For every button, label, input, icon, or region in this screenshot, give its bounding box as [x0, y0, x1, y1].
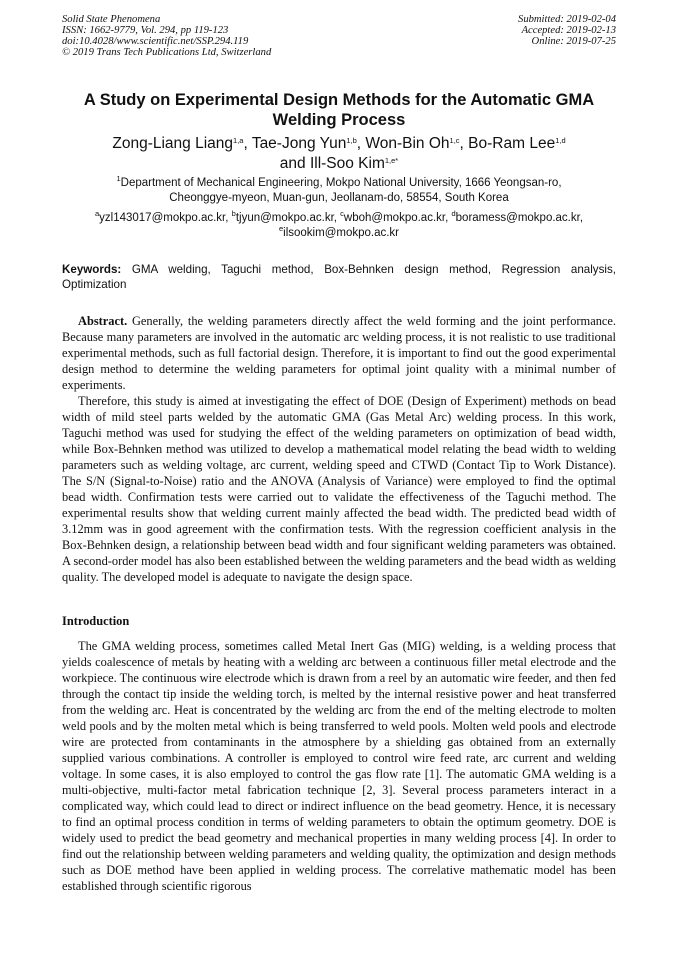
paper-title: A Study on Experimental Design Methods for the Automatic GMA Welding Process — [83, 91, 595, 129]
keywords-label: Keywords: — [62, 263, 122, 276]
keywords — [62, 262, 616, 292]
section-heading: Introduction — [62, 614, 130, 628]
author-sup: 1,e* — [384, 156, 399, 165]
copyright: © 2019 Trans Tech Publications Ltd, Switzerland — [62, 47, 272, 58]
author: Won-Bin Oh — [365, 135, 450, 152]
author-sup: 1,c — [449, 136, 460, 145]
author: Ill-Soo Kim — [309, 155, 385, 172]
email[interactable]: boramess@mokpo.ac.kr — [455, 212, 580, 224]
abstract-label: Abstract. — [78, 314, 128, 328]
abstract — [62, 313, 616, 585]
email-list: $^a$yzl143017@mokpo.ac.kr, $^b$tjyun@mokpo.ac.kr, $^c$wboh@mokpo.ac.kr, $^d$boramess@mokpo.ac.kr, $^e$ilsookim@mokpo.ac.kr — [94, 209, 584, 239]
email[interactable]: wboh@mokpo.ac.kr — [343, 212, 446, 224]
issn: ISSN: 1662-9779, Vol. 294, pp 119-123 — [62, 25, 229, 36]
introduction — [62, 638, 616, 894]
abstract-paragraph: Therefore, this study is aimed at investigating the effect of DOE (Design of Experiment) methods on bead width of mild steel parts welded by the automatic GMA (Gas Metal Arc) welding process. In this work, Taguchi method was used for studying the effect of the welding parameters on optimization of bead width, while Box-Behnken method was utilized to develop a mathematical model relating the bead width to welding parameters such as welding voltage, arc current, welding speed and CTWD (Contact Tip to Work Distance). The S/N (Signal-to-Noise) ratio and the ANOVA (Analysis of Variance) were employed to find the optimal bead width. Confirmation tests were carried out to validate the effectiveness of the Taguchi method. The experimental results show that welding current mainly affected the bead width. The predicted bead width of 3.12mm was in good agreement with the confirmation tests. With the regression coefficient analysis in the Box-Behnken design, a relationship between bead width and four significant welding parameters was obtained. A second-order model has also been established between the welding parameters and the bead width as welding quality. The developed model is adequate to navigate the design space. — [62, 394, 616, 584]
author-sup: 1,b — [346, 136, 357, 145]
introduction-paragraph: The GMA welding process, sometimes called Metal Inert Gas (MIG) welding, is a welding process that yields coalescence of metals by heating with a welding arc between a continuous filler metal electrode and the workpiece. The continuous wire electrode which is drawn from a reel by an automatic wire feeder, and then fed through the contact tip inside the welding torch, is melted by the internal resistive power and heat transferred from the welding arc. Heat is concentrated by the welding arc from the end of the melting electrode to molten weld pools and by the molten metal which is being transferred to weld pools. Molten weld pools and electrode wire are protected from contaminants in the atmosphere by a shielding gas obtained from an externally supplied various combinations. A controller is employed to control wire feed rate, arc current and welding voltage. In some cases, it is also employed to control the gas flow rate [1]. The automatic GMA welding is a multi-objective, multi-factor metal fabrication technique [2, 3]. Several process parameters interact in a complicated way, which could lead to direct or indirect influence on the bead geometry. Hence, it is necessary to find an optimal process condition in terms of welding parameters to obtain the optimum geometry. DOE is widely used to predict the bead geometry and mechanical properties in many welding process [4]. In order to find out the relationship between welding parameters and welding quality, the optimization and design methods such as DOE method have been applied in welding process. The correlative mathematic model has been established through scientific rigorous — [62, 639, 616, 893]
affiliation-text: Department of Mechanical Engineering, Mokpo National University, 1666 Yeongsan-ro, Cheonggye-myeon, Muan-gun, Jeollanam-do, 58554, South Korea — [120, 177, 562, 204]
email[interactable]: tjyun@mokpo.ac.kr — [235, 212, 334, 224]
doi: doi:10.4028/www.scientific.net/SSP.294.119 — [62, 36, 249, 47]
keywords-text: GMA welding, Taguchi method, Box-Behnken design method, Regression analysis, Optimization — [62, 263, 616, 291]
author-list: Zong-Liang Liang$^{1,a}$, Tae-Jong Yun$^{1,b}$, Won-Bin Oh$^{1,c}$, Bo-Ram Lee$^{1,d}$ and Ill-Soo Kim$^{1,e*}$ — [112, 135, 566, 172]
dates-info — [518, 14, 616, 47]
email-sup: b — [231, 209, 236, 218]
email-sup: c — [340, 209, 344, 218]
author: Tae-Jong Yun — [251, 135, 347, 152]
email-sup: d — [451, 209, 456, 218]
author-sup: 1,d — [555, 136, 566, 145]
journal-info — [62, 14, 271, 58]
email[interactable]: ilsookim@mokpo.ac.kr — [283, 227, 399, 239]
author: Zong-Liang Liang — [112, 135, 234, 152]
email-sup: e — [278, 224, 284, 233]
affiliation — [62, 176, 616, 206]
affiliation-sup: 1 — [116, 174, 121, 183]
online-date: Online: 2019-07-25 — [531, 36, 616, 47]
author-sup: 1,a — [233, 136, 244, 145]
email-sup: a — [94, 209, 100, 218]
email[interactable]: yzl143017@mokpo.ac.kr — [99, 212, 226, 224]
submitted-date: Submitted: 2019-02-04 — [518, 14, 616, 25]
journal-name: Solid State Phenomena — [62, 14, 161, 25]
accepted-date: Accepted: 2019-02-13 — [521, 25, 616, 36]
author-and: and — [279, 155, 306, 172]
author: Bo-Ram Lee — [468, 135, 556, 152]
abstract-paragraph: Generally, the welding parameters directly affect the weld forming and the joint performance. Because many parameters are involved in the automatic arc welding process, it is not realistic to use traditional experimental methods, such as full factorial design. Therefore, it is important to find out the good experimental design method to determine the welding parameters for optimal joint quality with a minimal number of experiments. — [62, 314, 616, 392]
